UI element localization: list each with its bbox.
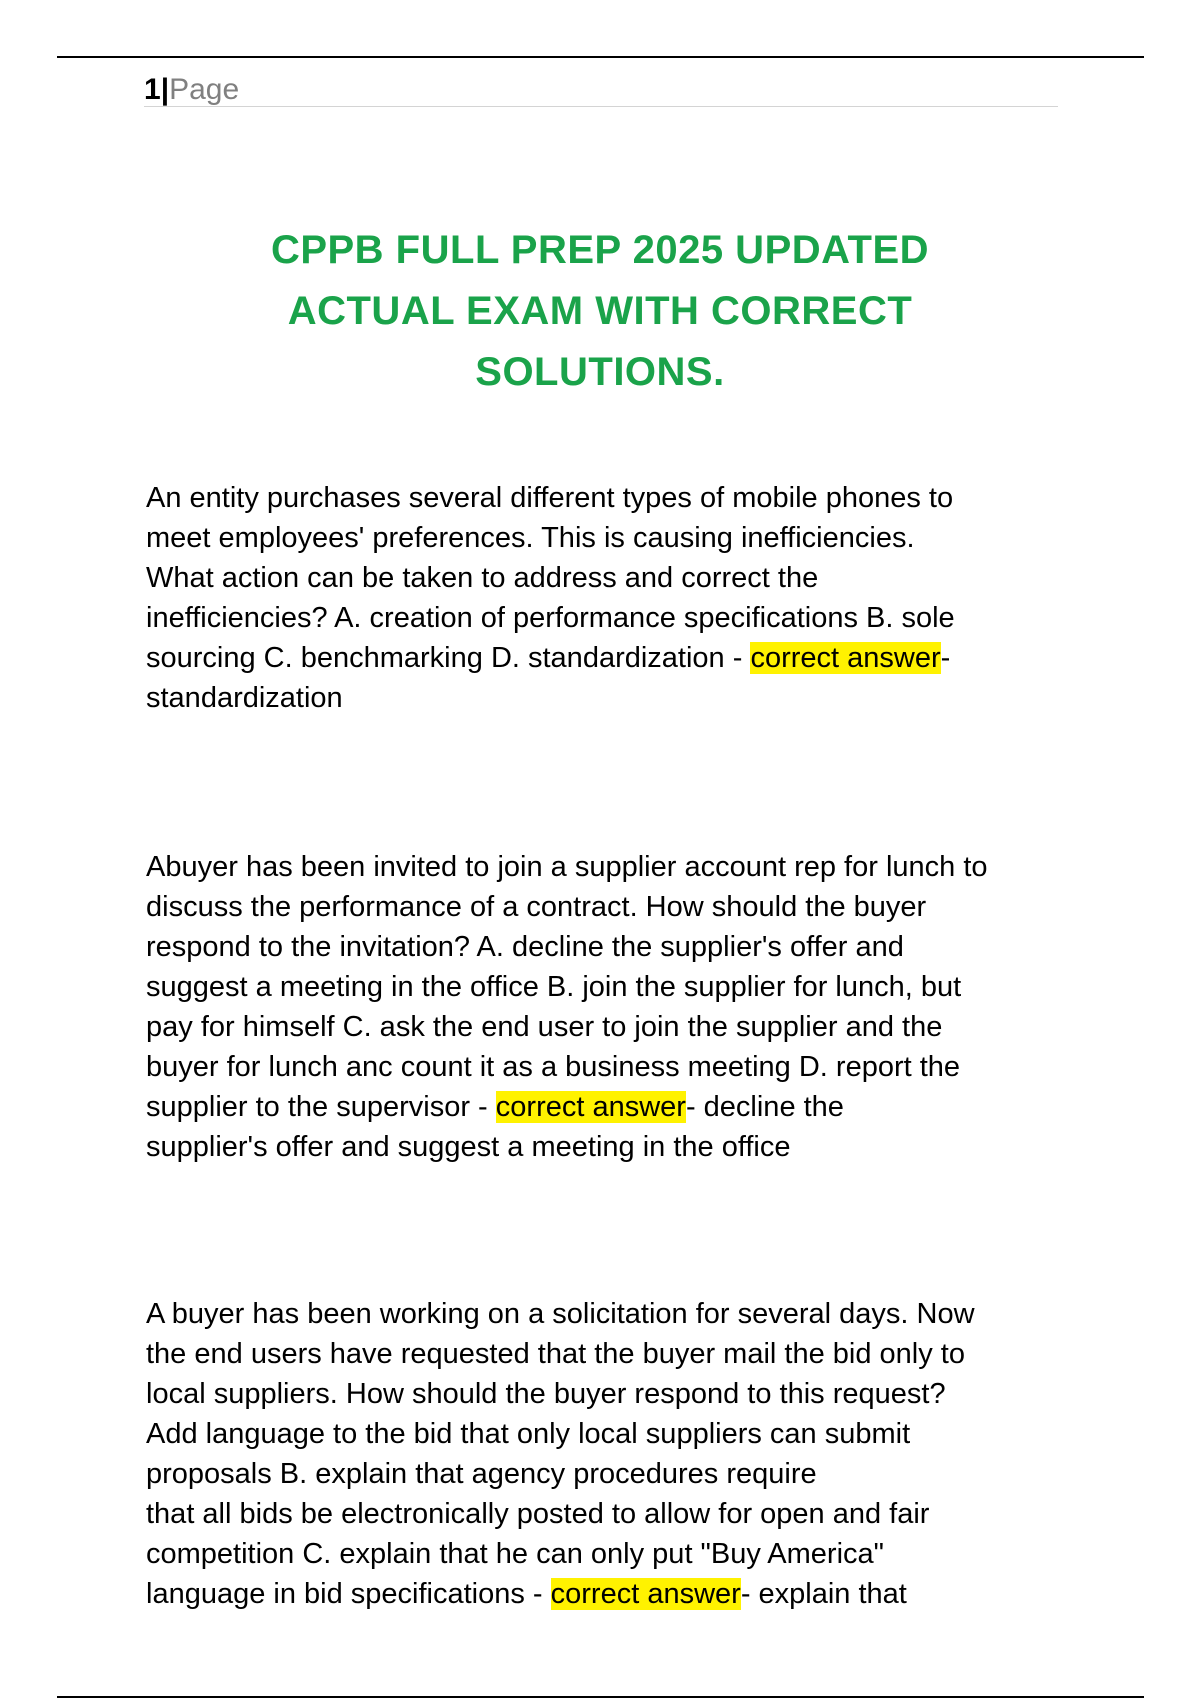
answer-line: supplier's offer and suggest a meeting in the office xyxy=(146,1131,791,1163)
question-block-2 xyxy=(146,847,1066,1167)
question-line: pay for himself C. ask the end user to join the supplier and the xyxy=(146,1011,943,1043)
answer-text: - decline the xyxy=(685,1091,844,1123)
question-line: proposals B. explain that agency procedures require xyxy=(146,1458,817,1490)
question-text: language in bid specifications - xyxy=(146,1578,551,1610)
answer-line xyxy=(146,1087,1066,1127)
page-header xyxy=(144,70,1058,107)
question-line: buyer for lunch anc count it as a business meeting D. report the xyxy=(146,1051,961,1083)
correct-answer-marker: correct answer xyxy=(495,1091,686,1123)
question-line: A buyer has been working on a solicitation for several days. Now xyxy=(146,1298,975,1330)
question-line: competition C. explain that he can only put "Buy America" xyxy=(146,1538,884,1570)
question-line: suggest a meeting in the office B. join the supplier for lunch, but xyxy=(146,971,962,1003)
question-text: sourcing C. benchmarking D. standardization - xyxy=(146,642,751,674)
correct-answer-marker: correct answer xyxy=(750,642,941,674)
question-line: inefficiencies? A. creation of performance specifications B. sole xyxy=(146,602,955,634)
title-line: CPPB FULL PREP 2025 UPDATED xyxy=(270,228,930,272)
document-title xyxy=(150,220,1050,403)
question-line: the end users have requested that the buyer mail the bid only to xyxy=(146,1338,965,1370)
answer-line: standardization xyxy=(146,682,343,714)
answer-text: - explain that xyxy=(740,1578,907,1610)
question-text: supplier to the supervisor - xyxy=(146,1091,496,1123)
title-line: ACTUAL EXAM WITH CORRECT xyxy=(287,289,913,333)
question-block-3 xyxy=(146,1294,1066,1614)
page-label: Page xyxy=(169,73,240,106)
question-line: local suppliers. How should the buyer respond to this request? xyxy=(146,1378,946,1410)
answer-line xyxy=(146,1574,1066,1614)
answer-line xyxy=(146,638,1066,678)
question-line: An entity purchases several different types of mobile phones to xyxy=(146,482,954,514)
question-line: discuss the performance of a contract. How should the buyer xyxy=(146,891,927,923)
page-number: 1 xyxy=(144,73,161,106)
question-line: meet employees' preferences. This is causing inefficiencies. xyxy=(146,522,915,554)
page-separator: | xyxy=(160,73,170,106)
question-line: respond to the invitation? A. decline the supplier's offer and xyxy=(146,931,904,963)
correct-answer-marker: correct answer xyxy=(550,1578,741,1610)
bottom-rule xyxy=(57,1696,1144,1698)
answer-text: - xyxy=(940,642,951,674)
question-line: Abuyer has been invited to join a supplier account rep for lunch to xyxy=(146,851,988,883)
title-line: SOLUTIONS. xyxy=(475,350,725,394)
question-line: What action can be taken to address and correct the xyxy=(146,562,819,594)
question-block-1 xyxy=(146,478,1066,718)
question-line: Add language to the bid that only local suppliers can submit xyxy=(146,1418,911,1450)
question-line: that all bids be electronically posted to allow for open and fair xyxy=(146,1498,930,1530)
top-rule xyxy=(57,56,1144,58)
